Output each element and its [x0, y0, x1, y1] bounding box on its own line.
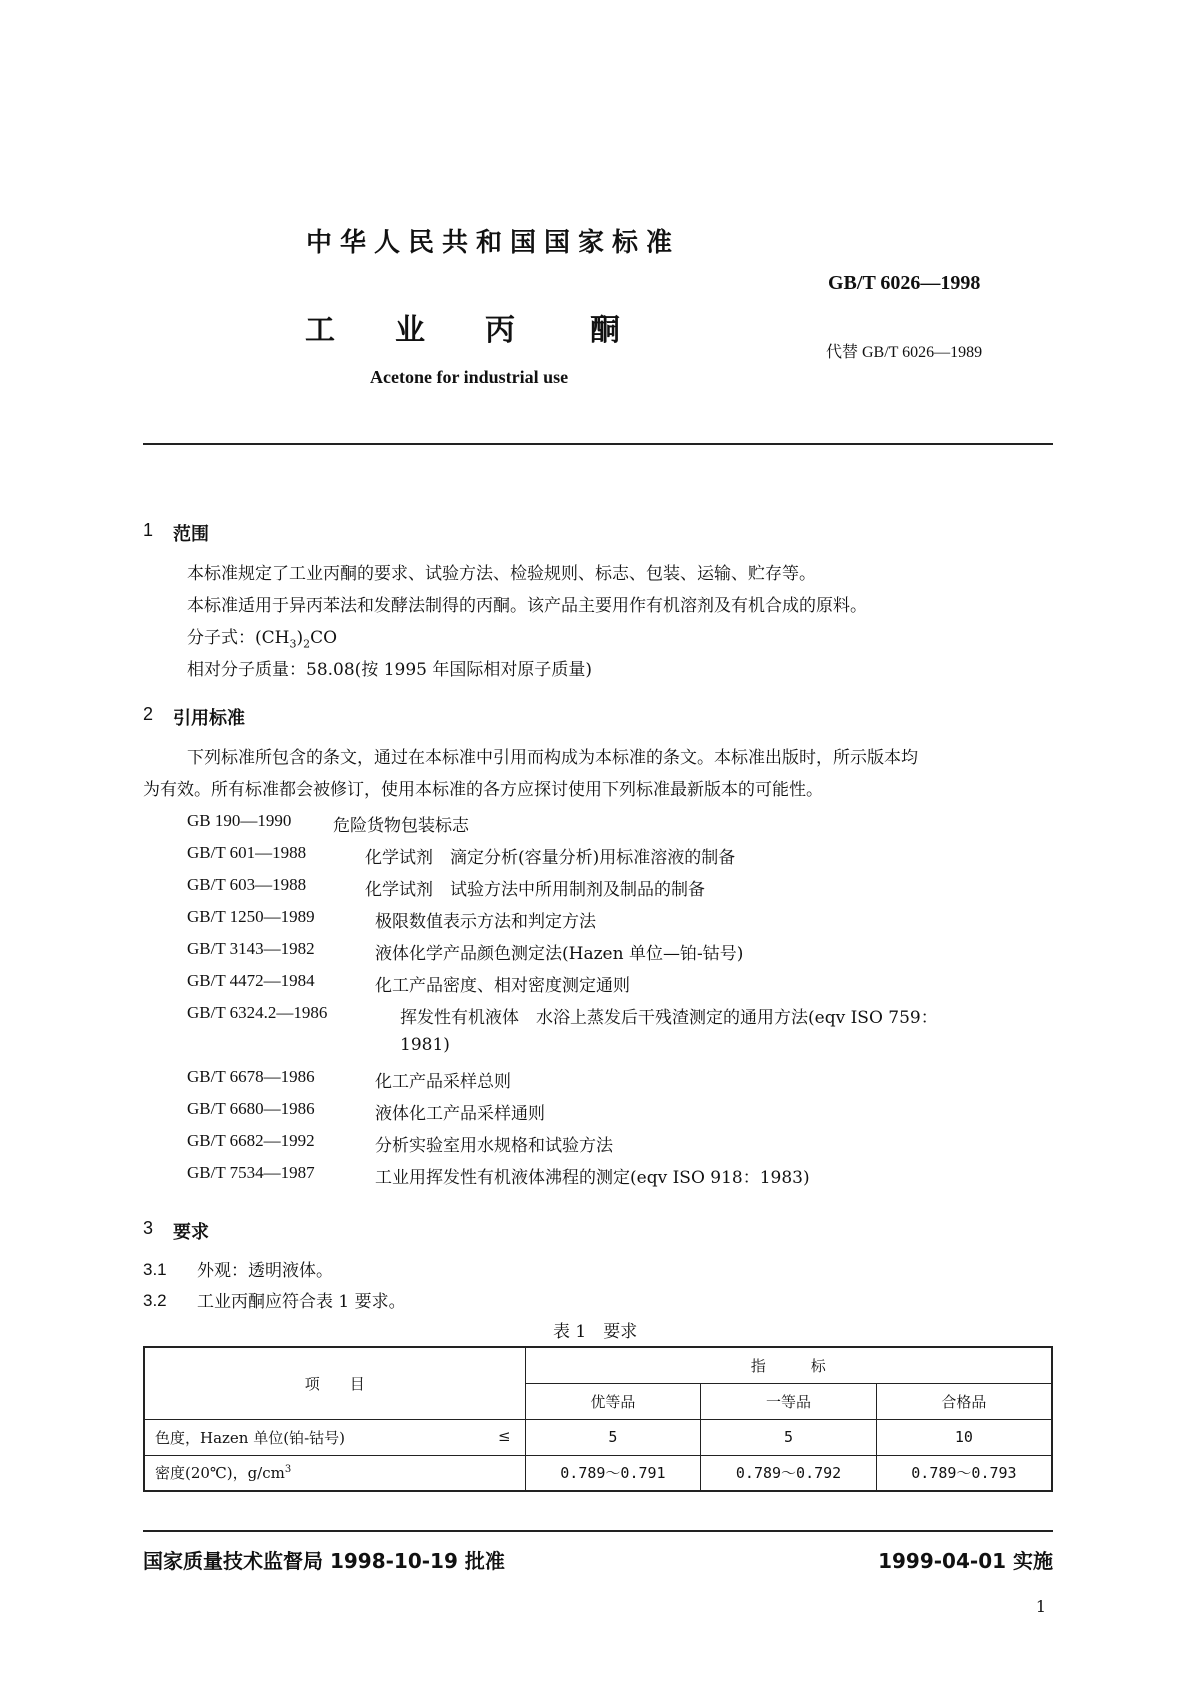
- reference-title: 化学试剂 试验方法中所用制剂及制品的制备: [365, 880, 705, 900]
- row-item-density: [144, 1455, 525, 1491]
- reference-code: GB/T 601—1988: [187, 843, 307, 862]
- header-index: 指 标: [525, 1347, 1052, 1383]
- reference-code: GB/T 7534—1987: [187, 1163, 315, 1182]
- reference-title: 液体化工产品采样通则: [375, 1104, 545, 1124]
- scope-paragraph-2: 本标准适用于异丙苯法和发酵法制得的丙酮。该产品主要用作有机溶剂及有机合成的原料。: [187, 596, 867, 616]
- reference-code: GB/T 1250—1989: [187, 907, 315, 926]
- section-title: 范围: [173, 524, 209, 545]
- requirements-table: [143, 1346, 1053, 1492]
- reference-title: 化工产品采样总则: [375, 1072, 511, 1092]
- value-first: 0.789～0.792: [701, 1455, 877, 1491]
- reference-code: GB/T 6324.2—1986: [187, 1003, 328, 1022]
- value-qualified: 10: [876, 1419, 1052, 1455]
- standard-code: GB/T 6026—1998: [828, 272, 981, 294]
- reference-code: GB/T 6678—1986: [187, 1067, 315, 1086]
- header-item: 项 目: [144, 1347, 525, 1419]
- formula-part-a: (CH: [255, 628, 290, 648]
- reference-title: 极限数值表示方法和判定方法: [375, 912, 596, 932]
- page-number: 1: [1035, 1597, 1046, 1616]
- value-qualified: 0.789～0.793: [876, 1455, 1052, 1491]
- formula-part-c: CO: [310, 628, 338, 648]
- row-item-label: 密度(20℃)，g/cm: [155, 1464, 285, 1483]
- scope-paragraph-1: 本标准规定了工业丙酮的要求、试验方法、检验规则、标志、包装、运输、贮存等。: [187, 564, 816, 584]
- implementation-date: 1999-04-01 实施: [878, 1549, 1053, 1573]
- grade-first: 一等品: [701, 1383, 877, 1419]
- reference-title: 挥发性有机液体 水浴上蒸发后干残渣测定的通用方法(eqv ISO 759：: [400, 1008, 938, 1028]
- reference-title: 液体化学产品颜色测定法(Hazen 单位—铂-钴号): [375, 944, 744, 964]
- reference-code: GB/T 6680—1986: [187, 1099, 315, 1118]
- formula-subscript-1: 3: [289, 637, 297, 651]
- formula-label: 分子式：: [187, 628, 255, 648]
- reference-code: GB/T 3143—1982: [187, 939, 315, 958]
- reference-title-continued: 1981): [400, 1035, 450, 1055]
- row-item-superscript: 3: [284, 1464, 292, 1476]
- reference-title: 分析实验室用水规格和试验方法: [375, 1136, 613, 1156]
- value-first: 5: [701, 1419, 877, 1455]
- national-standard-heading: 中华人民共和国国家标准: [306, 228, 681, 258]
- molecular-formula: [187, 627, 337, 655]
- title-char-2: 业: [395, 313, 425, 348]
- row-item-color: [144, 1419, 525, 1455]
- row-item-label: 色度，Hazen 单位(铂-钴号): [155, 1428, 346, 1447]
- clause-3-1-text: 外观：透明液体。: [197, 1261, 333, 1281]
- header-divider: [143, 443, 1053, 445]
- grade-qualified: 合格品: [876, 1383, 1052, 1419]
- footer-divider: [143, 1530, 1053, 1532]
- references-intro-line-2: 为有效。所有标准都会被修订，使用本标准的各方应探讨使用下列标准最新版本的可能性。: [143, 780, 823, 800]
- table-1-caption: 表 1 要求: [553, 1322, 638, 1342]
- reference-code: GB 190—1990: [187, 811, 292, 830]
- replaces-note: 代替 GB/T 6026—1989: [826, 344, 983, 361]
- reference-code: GB/T 4472—1984: [187, 971, 315, 990]
- value-superior: 0.789～0.791: [525, 1455, 701, 1491]
- clause-3-2-number: 3.2: [143, 1291, 167, 1310]
- reference-title: 化学试剂 滴定分析(容量分析)用标准溶液的制备: [365, 848, 736, 868]
- section-number: 1: [143, 520, 154, 540]
- formula-part-b: ): [296, 628, 304, 648]
- title-char-3: 丙: [485, 313, 515, 348]
- less-or-equal-symbol: ≤: [498, 1426, 511, 1445]
- title-char-4: 酮: [590, 313, 620, 348]
- table-header-row: [144, 1347, 1052, 1383]
- table-row: [144, 1419, 1052, 1455]
- reference-title: 危险货物包装标志: [333, 816, 469, 836]
- approval-note: 国家质量技术监督局 1998-10-19 批准: [143, 1549, 505, 1573]
- clause-3-2-text: 工业丙酮应符合表 1 要求。: [197, 1292, 406, 1312]
- reference-code: GB/T 603—1988: [187, 875, 307, 894]
- clause-3-1-number: 3.1: [143, 1260, 167, 1279]
- reference-title: 化工产品密度、相对密度测定通则: [375, 976, 630, 996]
- molecular-mass: 相对分子质量：58.08(按 1995 年国际相对原子质量): [187, 660, 593, 680]
- references-intro-line-1: 下列标准所包含的条文，通过在本标准中引用而构成为本标准的条文。本标准出版时，所示版本均: [187, 748, 918, 768]
- table-row: [144, 1455, 1052, 1491]
- reference-code: GB/T 6682—1992: [187, 1131, 315, 1150]
- section-number: 2: [143, 704, 154, 724]
- value-superior: 5: [525, 1419, 701, 1455]
- reference-title: 工业用挥发性有机液体沸程的测定(eqv ISO 918：1983): [375, 1168, 810, 1188]
- formula-subscript-2: 2: [303, 637, 311, 651]
- english-title: Acetone for industrial use: [370, 367, 569, 387]
- title-char-1: 工: [305, 313, 335, 348]
- section-title: 要求: [173, 1222, 209, 1243]
- section-number: 3: [143, 1218, 154, 1238]
- section-title: 引用标准: [173, 708, 245, 729]
- grade-superior: 优等品: [525, 1383, 701, 1419]
